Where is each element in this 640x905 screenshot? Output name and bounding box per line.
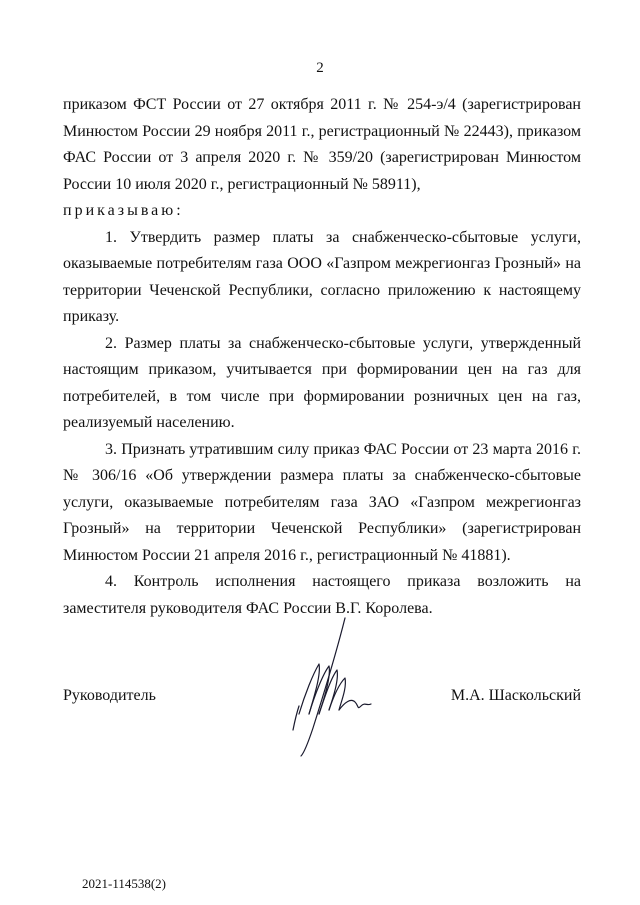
order-item-2: 2. Размер платы за снабженческо-сбытовые услуги, утвержденный настоящим приказом, учитывается при формировании цен на газ для потребителей, в том числе при формировании розничных цен на газ, реализуемый населению.	[63, 334, 581, 431]
page-number: 2	[316, 60, 324, 76]
document-code: 2021-114538(2)	[82, 876, 167, 891]
order-item-3: 3. Признать утратившим силу приказ ФАС России от 23 марта 2016 г. № 306/16 «Об утверждении размера платы за снабженческо-сбытовые услуги, оказываемые потребителям газа ЗАО «Газпром межрегионгаз Грозный» на территории Чеченской Республики» (зарегистрирован Минюстом России 21 апреля 2016 г., регистрационный № 41881).	[63, 440, 581, 564]
opening-paragraph: приказом ФСТ России от 27 октября 2011 г. № 254-э/4 (зарегистрирован Минюстом России 29 ноября 2011 г., регистрационный № 22443), приказом ФАС России от 3 апреля 2020 г. № 359/20 (зарегистрирован Минюстом России 10 июля 2020 г., регистрационный № 58911),	[63, 96, 581, 193]
signer-name: М.А. Шаскольский	[450, 687, 581, 704]
order-item-4: 4. Контроль исполнения настоящего приказа возложить на заместителя руководителя ФАС России В.Г. Королева.	[63, 573, 581, 617]
document-body	[63, 92, 581, 622]
decree-word: приказываю:	[63, 202, 184, 219]
handwritten-signature	[275, 610, 385, 760]
order-item-1: 1. Утвердить размер платы за снабженческо-сбытовые услуги, оказываемые потребителям газа ООО «Газпром межрегионгаз Грозный» на территории Чеченской Республики, согласно приложению к настоящему приказу.	[63, 228, 581, 325]
position-title: Руководитель	[63, 687, 156, 704]
